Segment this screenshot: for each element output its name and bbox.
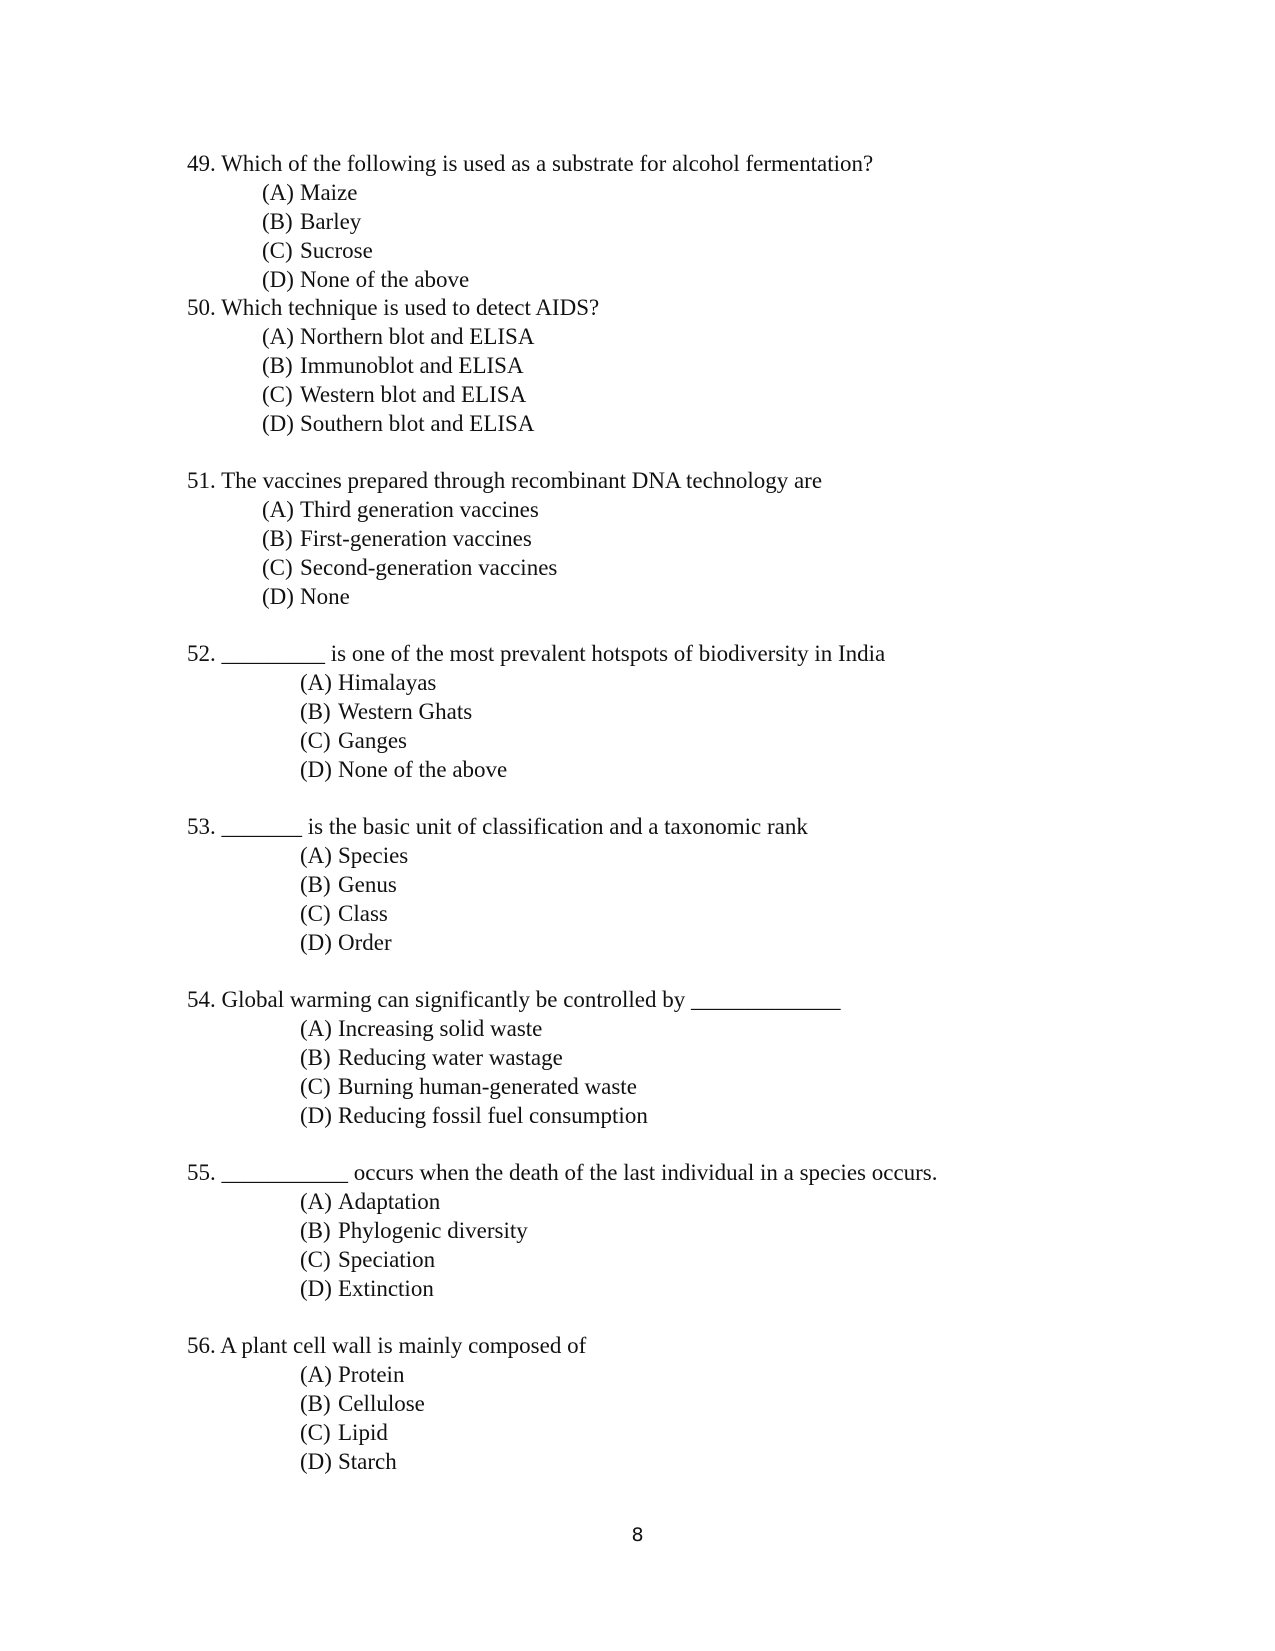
option-letter: (D) xyxy=(300,1103,332,1128)
option-d xyxy=(300,928,1087,957)
option-text: Northern blot and ELISA xyxy=(300,324,535,349)
option-text: Starch xyxy=(338,1449,397,1474)
option-letter: (C) xyxy=(262,555,293,580)
question-stem: 53. _______ is the basic unit of classification and a taxonomic rank xyxy=(187,814,808,839)
option-letter: (C) xyxy=(262,382,293,407)
option-letter: (C) xyxy=(300,1420,331,1445)
option-c xyxy=(262,236,1087,265)
question-52 xyxy=(187,639,1087,784)
option-letter: (B) xyxy=(262,209,293,234)
option-d xyxy=(300,755,1087,784)
option-d xyxy=(262,582,1087,611)
option-text: Lipid xyxy=(338,1420,388,1445)
option-text: Sucrose xyxy=(300,238,373,263)
option-letter: (B) xyxy=(262,526,293,551)
option-list xyxy=(187,495,1087,611)
option-a xyxy=(300,668,1087,697)
option-letter: (B) xyxy=(300,1391,331,1416)
option-b xyxy=(262,351,1087,380)
option-text: None of the above xyxy=(338,757,508,782)
option-c xyxy=(300,1072,1087,1101)
option-text: Phylogenic diversity xyxy=(338,1218,528,1243)
question-54 xyxy=(187,985,1087,1130)
option-text: None of the above xyxy=(300,267,470,292)
option-letter: (A) xyxy=(300,1362,332,1387)
option-text: Genus xyxy=(338,872,397,897)
option-letter: (A) xyxy=(300,843,332,868)
option-letter: (C) xyxy=(300,901,331,926)
option-text: Western Ghats xyxy=(338,699,473,724)
option-text: Class xyxy=(338,901,388,926)
option-a xyxy=(300,841,1087,870)
option-letter: (C) xyxy=(300,728,331,753)
option-letter: (B) xyxy=(300,699,331,724)
option-text: Species xyxy=(338,843,409,868)
option-list xyxy=(187,1360,1087,1476)
option-letter: (A) xyxy=(262,180,294,205)
question-55 xyxy=(187,1158,1087,1303)
option-letter: (C) xyxy=(300,1247,331,1272)
option-c xyxy=(300,726,1087,755)
option-text: Western blot and ELISA xyxy=(300,382,527,407)
question-56 xyxy=(187,1331,1087,1476)
option-list xyxy=(187,178,1087,294)
option-text: Himalayas xyxy=(338,670,437,695)
option-text: First-generation vaccines xyxy=(300,526,532,551)
option-text: Immunoblot and ELISA xyxy=(300,353,524,378)
option-b xyxy=(262,207,1087,236)
option-list xyxy=(187,322,1087,438)
option-letter: (B) xyxy=(262,353,293,378)
option-list xyxy=(187,668,1087,784)
question-51 xyxy=(187,466,1087,611)
option-text: Speciation xyxy=(338,1247,436,1272)
question-50 xyxy=(187,293,1087,438)
option-c xyxy=(300,1418,1087,1447)
option-d xyxy=(300,1447,1087,1476)
option-b xyxy=(300,1216,1087,1245)
option-d xyxy=(262,265,1087,294)
option-text: Third generation vaccines xyxy=(300,497,539,522)
question-53 xyxy=(187,812,1087,957)
option-b xyxy=(300,870,1087,899)
option-a xyxy=(262,495,1087,524)
option-c xyxy=(262,380,1087,409)
option-letter: (A) xyxy=(300,670,332,695)
option-text: Ganges xyxy=(338,728,407,753)
option-text: Maize xyxy=(300,180,358,205)
option-d xyxy=(262,409,1087,438)
option-a xyxy=(300,1187,1087,1216)
option-letter: (D) xyxy=(262,584,294,609)
option-letter: (D) xyxy=(262,411,294,436)
question-stem: 50. Which technique is used to detect AIDS? xyxy=(187,295,600,320)
option-letter: (A) xyxy=(262,324,294,349)
option-letter: (A) xyxy=(300,1189,332,1214)
option-a xyxy=(262,322,1087,351)
option-d xyxy=(300,1101,1087,1130)
question-stem: 55. ___________ occurs when the death of the last individual in a species occurs. xyxy=(187,1160,938,1185)
option-letter: (A) xyxy=(262,497,294,522)
option-letter: (B) xyxy=(300,872,331,897)
option-list xyxy=(187,841,1087,957)
option-letter: (D) xyxy=(300,1276,332,1301)
option-letter: (B) xyxy=(300,1218,331,1243)
option-text: Second-generation vaccines xyxy=(300,555,558,580)
option-text: Adaptation xyxy=(338,1189,441,1214)
option-list xyxy=(187,1014,1087,1130)
option-c xyxy=(300,1245,1087,1274)
option-b xyxy=(300,697,1087,726)
option-letter: (D) xyxy=(300,930,332,955)
question-stem: 56. A plant cell wall is mainly composed of xyxy=(187,1333,587,1358)
option-text: Increasing solid waste xyxy=(338,1016,543,1041)
question-stem: 54. Global warming can significantly be controlled by _____________ xyxy=(187,987,841,1012)
option-text: Southern blot and ELISA xyxy=(300,411,535,436)
option-b xyxy=(300,1043,1087,1072)
option-letter: (B) xyxy=(300,1045,331,1070)
option-a xyxy=(300,1360,1087,1389)
option-letter: (D) xyxy=(262,267,294,292)
option-text: Extinction xyxy=(338,1276,434,1301)
option-letter: (D) xyxy=(300,1449,332,1474)
option-c xyxy=(262,553,1087,582)
option-b xyxy=(262,524,1087,553)
option-text: Barley xyxy=(300,209,362,234)
page-number: 8 xyxy=(631,1524,644,1546)
question-stem: 51. The vaccines prepared through recombinant DNA technology are xyxy=(187,468,823,493)
option-text: None xyxy=(300,584,350,609)
question-49 xyxy=(187,149,1087,294)
option-letter: (D) xyxy=(300,757,332,782)
option-text: Order xyxy=(338,930,392,955)
option-text: Burning human-generated waste xyxy=(338,1074,637,1099)
option-c xyxy=(300,899,1087,928)
option-list xyxy=(187,1187,1087,1303)
option-b xyxy=(300,1389,1087,1418)
question-stem: 52. _________ is one of the most prevalent hotspots of biodiversity in India xyxy=(187,641,886,666)
question-stem: 49. Which of the following is used as a substrate for alcohol fermentation? xyxy=(187,151,874,176)
option-a xyxy=(300,1014,1087,1043)
option-text: Cellulose xyxy=(338,1391,425,1416)
option-letter: (C) xyxy=(262,238,293,263)
option-text: Reducing fossil fuel consumption xyxy=(338,1103,648,1128)
option-letter: (A) xyxy=(300,1016,332,1041)
option-d xyxy=(300,1274,1087,1303)
option-a xyxy=(262,178,1087,207)
option-letter: (C) xyxy=(300,1074,331,1099)
option-text: Reducing water wastage xyxy=(338,1045,563,1070)
option-text: Protein xyxy=(338,1362,405,1387)
